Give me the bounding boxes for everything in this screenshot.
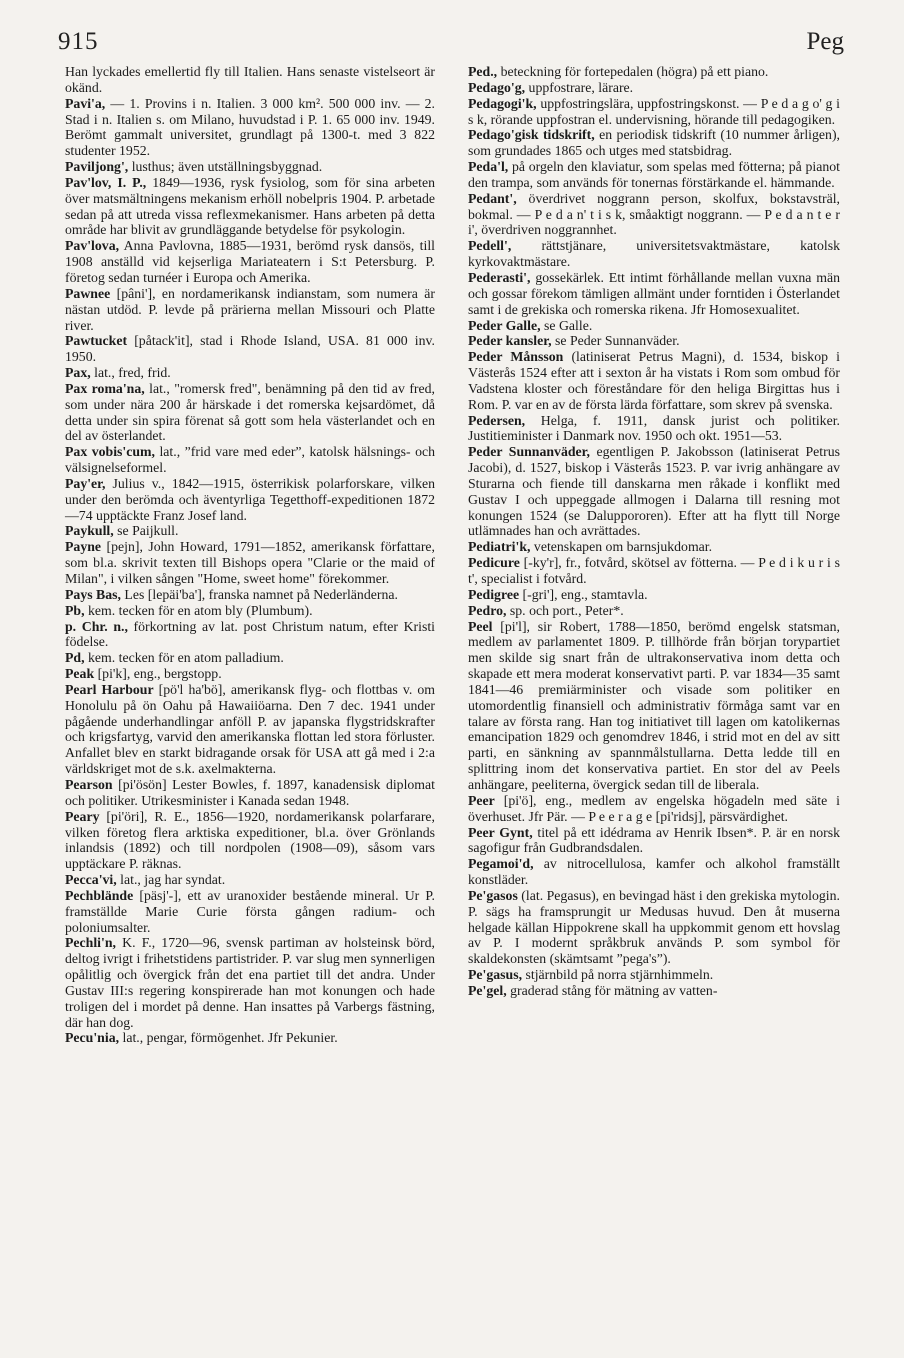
entry-text: kem. tecken för en atom palladium. [84, 650, 284, 666]
dictionary-entry [468, 967, 840, 983]
entry-headword: Pearl Harbour [65, 681, 154, 697]
dictionary-entry [65, 603, 435, 619]
entry-text: förkortning av lat. post Christum natum, efter Kristi födelse. [65, 618, 435, 650]
entry-headword: Pax roma'na, [65, 380, 145, 396]
entry-text: beteckning för fortepedalen (högra) på ett piano. [497, 64, 769, 79]
entry-text: Les [lepäi'ba'], franska namnet på Nederländerna. [120, 586, 398, 602]
dictionary-entry [65, 777, 435, 809]
dictionary-entry [468, 80, 840, 96]
entry-text: lat., "romersk fred", benämning på den tid av fred, som under nära 200 år härskade i det romerska kejsardömet, då detta under sin spira förenat så gott som hela västerlandet och en del av österlandet. [65, 380, 435, 444]
dictionary-entry [468, 587, 840, 603]
dictionary-entry [65, 935, 435, 1030]
entry-headword: Paviljong', [65, 159, 129, 175]
entry-text: vetenskapen om barnsjukdomar. [530, 539, 713, 555]
entry-text: Helga, f. 1911, dansk jurist och politiker. Justitieminister i Danmark nov. 1950 och okt. 1951—53. [468, 412, 840, 444]
entry-text: överdrivet noggrann person, skolfux, bokstavsträl, bokmal. — P e d a n' t i s k, småaktigt noggrann. — P e d a n t e r i', överdriven noggrannhet. [468, 190, 840, 238]
dictionary-entry [468, 888, 840, 967]
entry-text: lat., ”frid vare med eder”, katolsk hälsnings- och välsignelseformel. [65, 444, 435, 476]
entry-text: lat., fred, frid. [90, 365, 171, 381]
dictionary-entry [65, 539, 435, 587]
entry-headword: Peel [468, 618, 493, 634]
page-number: 915 [58, 28, 99, 55]
entry-headword: Pediatri'k, [468, 539, 531, 555]
entry-headword: Pedago'gisk tidskrift, [468, 127, 595, 143]
dictionary-entry [468, 539, 840, 555]
entry-headword: Pe'gel, [468, 982, 507, 998]
entry-text: lat., jag har syndat. [116, 872, 226, 888]
dictionary-entry [65, 333, 435, 365]
dictionary-entry [65, 809, 435, 872]
entry-headword: p. Chr. n., [65, 618, 128, 634]
entry-text: [pi'l], sir Robert, 1788—1850, berömd engelsk statsman, medlem av parlamentet 1809. P. tillhörde från början torypartiet men skilde sig snart från de ultrakonservativa inom detta och skapade ett mera moderat konservativt parti. P. var 1834—35 samt 1841—46 premiärminister och visade som politiker en utomordentlig finansiell och administrativ förmåga samt var en talare av första rang. Han tog initiativet till lagen om katolikernas emancipation 1829 och genomdrev 1846, i strid mot en del av sitt parti, en sänkning av spannmålstullarna. Detta ledde till en splittring inom det konservativa partiet. En stor del av Peels anhängare, peeliterna, övergick sedan till de liberala. [468, 618, 840, 792]
dictionary-entry [65, 650, 435, 666]
entry-text: egentligen P. Jakobsson (latiniserat Petrus Jacobi), d. 1527, biskop i Västerås 1523. P. var ivrig anhängare av Sturarna och fiende till danskarna men råkade i konflikt med Gustav I och uppeggade allmogen i Dalarna till resning mot konungen 1524 (se Daluppororen). Efter att ha flytt till Norge utlämnades han och avrättades. [468, 444, 841, 539]
entry-headword: Ped., [468, 64, 498, 79]
entry-headword: Pedagogi'k, [468, 95, 537, 111]
entry-headword: Pedigree [468, 586, 520, 602]
entry-headword: Pearson [65, 776, 113, 792]
entry-headword: Payne [65, 539, 102, 555]
entry-headword: Pedersen, [468, 412, 526, 428]
entry-text: [påtack'it], stad i Rhode Island, USA. 81 000 inv. 1950. [65, 333, 435, 365]
dictionary-entry [468, 333, 840, 349]
dictionary-entry [65, 286, 435, 334]
dictionary-entry [65, 872, 435, 888]
entry-headword: Pecu'nia, [65, 1030, 120, 1046]
entry-text: gossekärlek. Ett intimt förhållande mellan vuxna män och gossar förekom tämligen allmänt under forntiden i Österlandet samt i de grekiska och romerska rikena. Jfr Homosexualitet. [468, 269, 840, 317]
dictionary-entry [65, 444, 435, 476]
entry-text: Han lyckades emellertid fly till Italien. Hans senaste vistelseort är okänd. [65, 64, 435, 95]
entry-headword: Peak [65, 666, 95, 682]
entry-headword: Pedicure [468, 555, 520, 571]
dictionary-entry [468, 825, 840, 857]
dictionary-entry [468, 96, 840, 128]
dictionary-entry [65, 64, 435, 96]
guide-word: Peg [806, 28, 844, 55]
entry-headword: Pegamoi'd, [468, 856, 534, 872]
dictionary-entry [65, 175, 435, 238]
entry-headword: Peer [468, 792, 495, 808]
entry-headword: Pay'er, [65, 475, 106, 491]
entry-headword: Pays Bas, [65, 586, 121, 602]
dictionary-entry [65, 523, 435, 539]
entry-text: se Peder Sunnanväder. [551, 333, 680, 349]
entry-text: Julius v., 1842—1915, österrikisk polarforskare, vilken under den berömda och äventyrliga Tegetthoff-expeditionen 1872—74 upptäckte Franz Josef land. [65, 475, 435, 523]
dictionary-entry [468, 619, 840, 793]
dictionary-entry [468, 127, 840, 159]
dictionary-entry [65, 666, 435, 682]
entry-text: se Paijkull. [113, 523, 179, 539]
entry-text: [pi'ösön] Lester Bowles, f. 1897, kanadensisk diplomat och politiker. Utrikesminister i Kanada sedan 1948. [65, 776, 435, 808]
entry-headword: Pe'gasos [468, 887, 518, 903]
dictionary-entry [468, 444, 840, 539]
entry-text: stjärnbild på norra stjärnhimmeln. [522, 967, 714, 983]
entry-text: lat., pengar, förmögenhet. Jfr Pekunier. [119, 1030, 338, 1046]
entry-headword: Pawtucket [65, 333, 128, 349]
entry-headword: Peder Sunnanväder, [468, 444, 590, 460]
entry-text: K. F., 1720—96, svensk partiman av holsteinsk börd, deltog ivrigt i frihetstidens partistrider. P. var slug men synnerligen opålitlig och övergick från det ena partiet till det andra. Under Gustav III:s regering konspirerade han mot konungen och hade troligen del i mordet på denne. Han insattes på Varbergs fästning, där han dog. [65, 935, 435, 1030]
dictionary-entry [468, 349, 840, 412]
dictionary-entry [468, 793, 840, 825]
dictionary-entry [65, 96, 435, 159]
entry-headword: Peda'l, [468, 159, 509, 175]
entry-headword: Pav'lov, I. P., [65, 174, 147, 190]
dictionary-entry [65, 159, 435, 175]
entry-text: på orgeln den klaviatur, som spelas med fötterna; på pianot den trampa, som används för tonernas förstärkande el. hämmande. [468, 159, 840, 190]
dictionary-entry [468, 318, 840, 334]
entry-text: en periodisk tidskrift (10 nummer årligen), som grundades 1865 och utges med statsbidrag. [468, 127, 840, 159]
dictionary-entry [65, 587, 435, 603]
entry-headword: Pechblände [65, 887, 134, 903]
entry-text: uppfostrare, lärare. [525, 79, 634, 95]
entry-headword: Pax, [65, 365, 91, 381]
entry-text: 1849—1936, rysk fysiolog, som för sina arbeten över matsmältningens mekanism erhöll nobelpris 1904. P. arbetade sedan på att utreda vissa reflexmekanismer. Hans arbeten på detta område har blivit av grundläggande betydelse för psykologin. [65, 174, 435, 238]
entry-text: sp. och port., Peter*. [506, 602, 624, 618]
entry-headword: Pedant', [468, 190, 517, 206]
entry-headword: Paykull, [65, 523, 114, 539]
entry-text: [pi'ö], eng., medlem av engelska högadeln med säte i överhuset. Jfr Pär. — P e e r a g e [pi'ridsj], pärsvärdighet. [468, 792, 840, 824]
dictionary-entry [65, 682, 435, 777]
left-column [65, 64, 435, 1046]
entry-text: — 1. Provins i n. Italien. 3 000 km². 500 000 inv. — 2. Stad i n. Italien s. om Milano, huvudstad i P. 1. 65 000 inv. 1949. Berömt gammalt universitet, grundlagt på 1300-t. med 3 822 studenter 1952. [65, 95, 435, 159]
entry-text: av nitrocellulosa, kamfer och alkohol framställt konstläder. [468, 856, 840, 888]
dictionary-entry [468, 555, 840, 587]
dictionary-entry [468, 856, 840, 888]
entry-text: [-gri'], eng., stamtavla. [519, 586, 648, 602]
entry-text: [-ky'r], fr., fotvård, skötsel av fötterna. — P e d i k u r i s t', specialist i fotvård. [468, 555, 840, 586]
entry-text: [pejn], John Howard, 1791—1852, amerikansk författare, som bl.a. skrivit texten till Bishops opera "Clarie or the maid of Milan", i vilken sången "Home, sweet home" förekommer. [65, 539, 435, 586]
entry-text: uppfostringslära, uppfostringskonst. — P e d a g o' g i s k, rörande uppfostran el. undervisning, hörande till pedagogiken. [468, 95, 840, 127]
entry-text: se Galle. [540, 317, 593, 333]
dictionary-entry [468, 270, 840, 318]
dictionary-entry [65, 1030, 435, 1046]
dictionary-entry [468, 64, 840, 80]
entry-headword: Pav'lova, [65, 238, 120, 254]
entry-headword: Peder Månsson [468, 349, 564, 365]
entry-text: (latiniserat Petrus Magni), d. 1534, biskop i Västerås 1524 efter att i sexton år ha vistats i Rom som ombud för Vadstena kloster och föreståndare för den heliga Birgittas hus i Rom. P. var en av de första lärda författare, som skrev på svenska. [468, 349, 841, 412]
dictionary-entry [65, 476, 435, 524]
dictionary-entry [468, 983, 840, 999]
dictionary-entry [468, 413, 840, 445]
entry-text: graderad stång för mätning av vatten- [506, 982, 718, 998]
entry-headword: Pavi'a, [65, 95, 106, 111]
entry-headword: Pe'gasus, [468, 967, 523, 983]
entry-headword: Peer Gynt, [468, 824, 533, 840]
entry-text: titel på ett idédrama av Henrik Ibsen*. P. är en norsk sagofigur från Gudbrandsdalen. [468, 824, 840, 856]
dictionary-entry [65, 888, 435, 936]
entry-text: [pâni'], en nordamerikansk indianstam, som numera är nästan utdöd. P. levde på prärierna mellan Missouri och Platte river. [65, 285, 435, 333]
dictionary-entry [468, 191, 840, 239]
dictionary-entry [65, 619, 435, 651]
entry-headword: Pedro, [468, 602, 507, 618]
entry-headword: Peary [65, 808, 100, 824]
entry-text: [päsj'-], ett av uranoxider bestående mineral. Ur P. framställde Marie Curie första gången radium- och poloniumsalter. [65, 887, 435, 935]
entry-text: lusthus; även utställningsbyggnad. [128, 159, 323, 175]
entry-text: Anna Pavlovna, 1885—1931, berömd rysk dansös, till 1908 anställd vid kejserliga Mariateatern i S:t Petersburg. P. företog sedan turnéer i Europa och Amerika. [65, 238, 435, 285]
entry-text: kem. tecken för en atom bly (Plumbum). [84, 602, 313, 618]
dictionary-entry [468, 603, 840, 619]
right-column [468, 64, 840, 999]
dictionary-entry [65, 238, 435, 286]
dictionary-entry [468, 238, 840, 270]
entry-text: rättstjänare, universitetsvaktmästare, katolsk kyrkovaktmästare. [468, 238, 840, 270]
entry-text: (lat. Pegasus), en bevingad häst i den grekiska mytologin. P. sägs ha framsprungit ur Medusas huvud. Den åt muserna helgade källan Hippokrene skall ha uppkommit genom ett hovslag av P. I modernt språkbruk används P. som symbol för skaldekonsten (skämtsamt ”pega's”). [468, 887, 840, 967]
dictionary-entry [65, 365, 435, 381]
entry-text: [pi'öri], R. E., 1856—1920, nordamerikansk polarfarare, vilken företog flera arktiska expeditioner, bl.a. över Grönlands inlandsis (1892) och till nordpolen (1908—09), såsom vars upptäckare P. räknas. [65, 808, 435, 872]
dictionary-entry [65, 381, 435, 444]
entry-headword: Pedago'g, [468, 79, 526, 95]
entry-headword: Peder Galle, [468, 317, 541, 333]
entry-headword: Pedell', [468, 238, 512, 254]
entry-headword: Pax vobis'cum, [65, 444, 155, 460]
entry-headword: Pederasti', [468, 269, 531, 285]
entry-headword: Pb, [65, 602, 85, 618]
entry-headword: Pd, [65, 650, 85, 666]
entry-headword: Pawnee [65, 285, 111, 301]
entry-text: [pö'l ha'bö], amerikansk flyg- och flottbas v. om Honolulu på ön Oahu på Hawaiiöarna. Den 7 dec. 1941 under pågående underhandlingar anföll P. av japanska flygstridskrafter och krigsfartyg, varvid den amerikanska flottan led stora förluster. Anfallet blev en starkt bidragande orsak för USA att gå med i 2:a världskriget mot de s.k. axelmakterna. [65, 681, 436, 777]
entry-headword: Peder kansler, [468, 333, 552, 349]
entry-headword: Pechli'n, [65, 935, 116, 951]
dictionary-entry [468, 159, 840, 191]
entry-text: [pi'k], eng., bergstopp. [94, 666, 222, 682]
entry-headword: Pecca'vi, [65, 872, 117, 888]
